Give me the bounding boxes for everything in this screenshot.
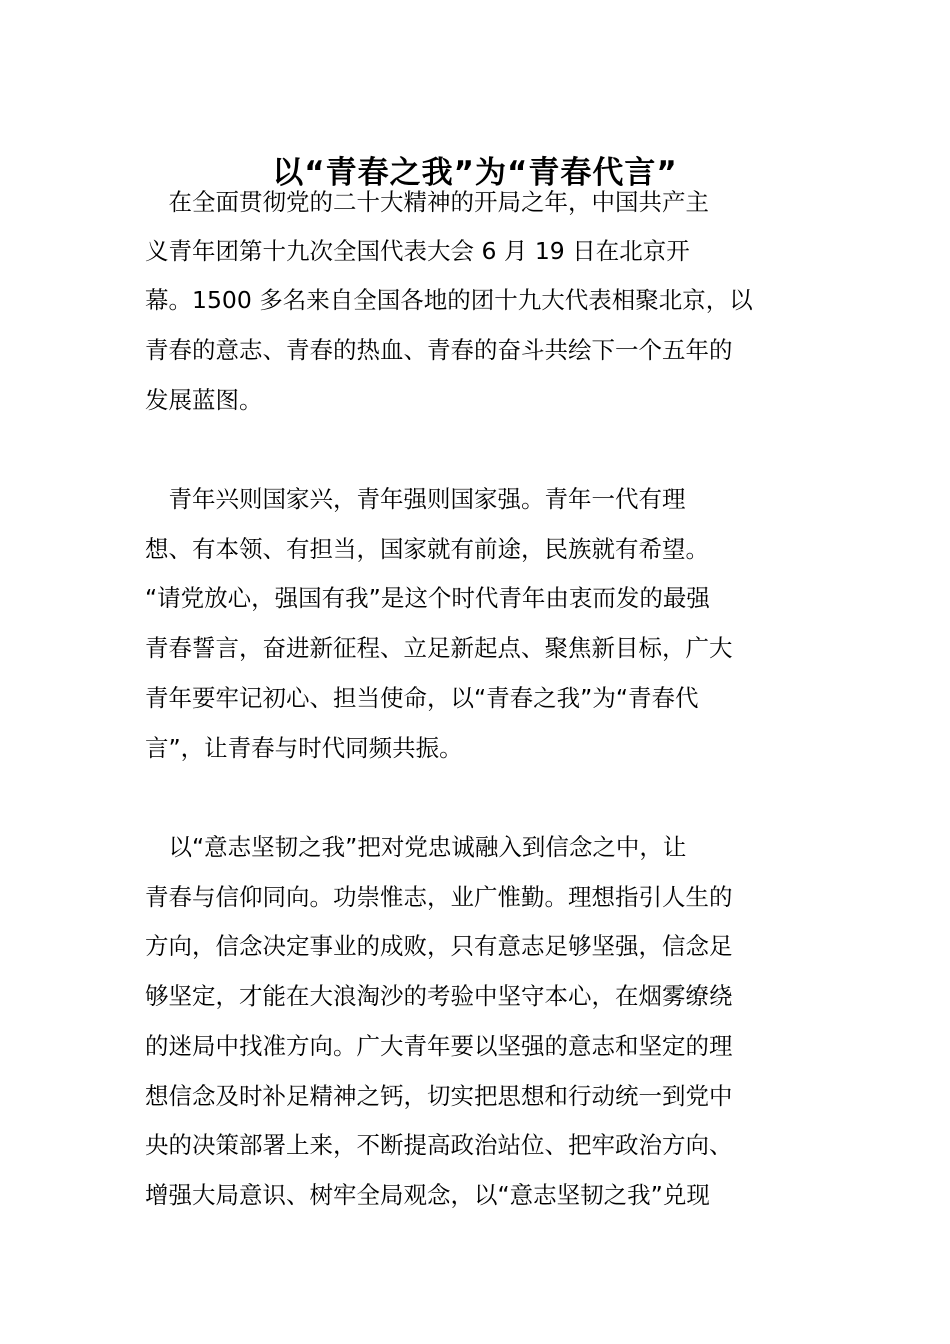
paragraph-line: 青年要牢记初心、担当使命，以“青春之我”为“青春代 (145, 684, 699, 712)
paragraph-line: 青春与信仰同向。功崇惟志，业广惟勤。理想指引人生的 (145, 883, 733, 911)
paragraph-line: 增强大局意识、树牢全局观念，以“意志坚韧之我”兑现 (145, 1181, 710, 1209)
paragraph-line: 青年兴则国家兴，青年强则国家强。青年一代有理 (145, 485, 686, 513)
paragraph-line: 在全面贯彻党的二十大精神的开局之年，中国共产主 (145, 188, 709, 216)
paragraph-line: 言”，让青春与时代同频共振。 (145, 734, 463, 762)
paragraph-line: 青春誓言，奋进新征程、立足新起点、聚焦新目标，广大 (145, 634, 733, 662)
paragraph-line: 发展蓝图。 (145, 386, 263, 414)
paragraph-line: 青春的意志、青春的热血、青春的奋斗共绘下一个五年的 (145, 336, 733, 364)
paragraph-line: 想信念及时补足精神之钙，切实把思想和行动统一到党中 (145, 1082, 733, 1110)
paragraph-line: “请党放心，强国有我”是这个时代青年由衷而发的最强 (145, 584, 710, 612)
paragraph-line: 幕。1500 多名来自全国各地的团十九大代表相聚北京，以 (145, 286, 753, 314)
paragraph-line: 的迷局中找准方向。广大青年要以坚强的意志和坚定的理 (145, 1032, 733, 1060)
paragraph-line: 够坚定，才能在大浪淘沙的考验中坚守本心，在烟雾缭绕 (145, 982, 733, 1010)
document-title: 以“青春之我”为“青春代言” (272, 154, 678, 191)
paragraph-line: 想、有本领、有担当，国家就有前途，民族就有希望。 (145, 535, 709, 563)
paragraph-line: 义青年团第十九次全国代表大会 6 月 19 日在北京开 (145, 237, 690, 265)
paragraph-line: 方向，信念决定事业的成败，只有意志足够坚强，信念足 (145, 932, 733, 960)
paragraph-line: 央的决策部署上来，不断提高政治站位、把牢政治方向、 (145, 1131, 733, 1159)
paragraph-line: 以“意志坚韧之我”把对党忠诚融入到信念之中，让 (145, 833, 687, 861)
